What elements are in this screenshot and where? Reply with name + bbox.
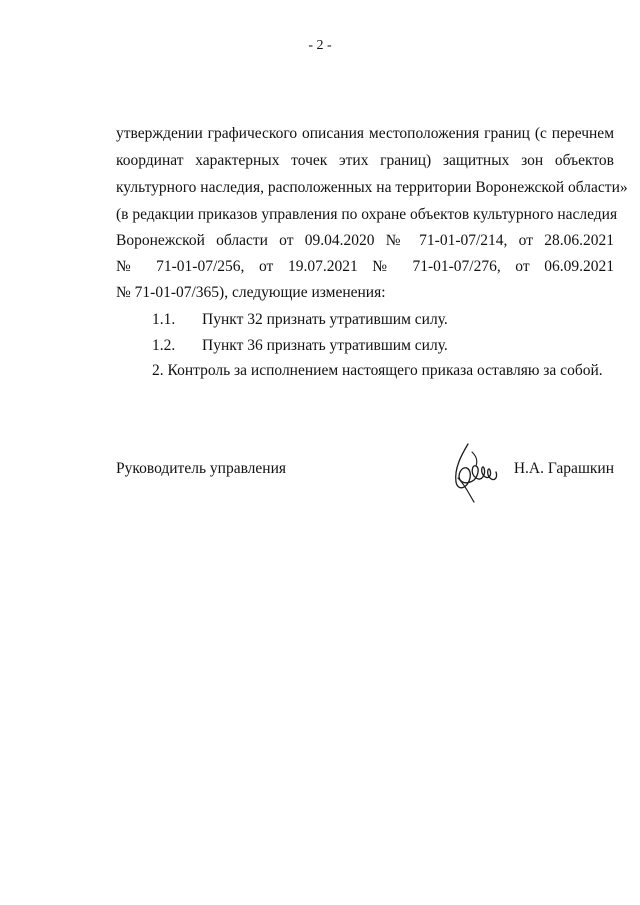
body-line: (в редакции приказов управления по охране объектов культурного наследия	[116, 206, 618, 223]
body-line: № 71-01-07/256, от 19.07.2021 № 71-01-07/276, от 06.09.2021	[116, 258, 614, 275]
body-line: № 71-01-07/365), следующие изменения:	[116, 284, 386, 301]
signer-name: Н.А. Гарашкин	[513, 460, 614, 477]
body-line: Воронежской области от 09.04.2020 № 71-01-07/214, от 28.06.2021	[116, 232, 614, 249]
body-line: культурного наследия, расположенных на территории Воронежской области»	[116, 179, 628, 196]
item-number: 1.1.	[152, 311, 176, 328]
body-line: координат характерных точек этих границ) защитных зон объектов	[116, 152, 614, 169]
signer-title: Руководитель управления	[116, 460, 287, 477]
handwritten-signature	[446, 438, 506, 508]
item-text: 2. Контроль за исполнением настоящего приказа оставляю за собой.	[152, 362, 603, 379]
item-text: Пункт 32 признать утратившим силу.	[202, 311, 448, 328]
item-number: 1.2.	[152, 337, 176, 354]
body-line: утверждении графического описания местоположения границ (с перечнем	[116, 125, 614, 142]
signature-block	[116, 460, 614, 520]
item-text: Пункт 36 признать утратившим силу.	[202, 337, 448, 354]
page-number: - 2 -	[308, 38, 332, 53]
